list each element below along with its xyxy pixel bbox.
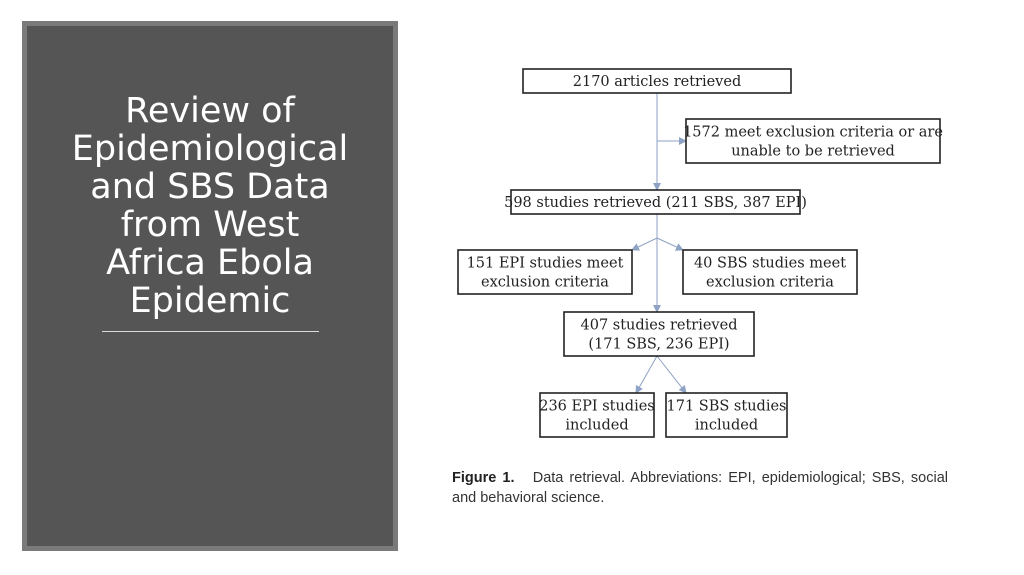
flow-node-text: exclusion criteria bbox=[706, 274, 834, 291]
connector-to-sbs-included bbox=[657, 356, 686, 393]
title-divider bbox=[102, 331, 319, 332]
title-panel bbox=[22, 21, 398, 551]
title-line: Review of bbox=[125, 91, 295, 131]
slide-title bbox=[27, 92, 393, 320]
flow-node-text: 598 studies retrieved (211 SBS, 387 EPI) bbox=[504, 195, 807, 211]
connector-to-epi-exclusion bbox=[632, 238, 657, 250]
flow-node-text: unable to be retrieved bbox=[731, 143, 895, 160]
flow-node-text: (171 SBS, 236 EPI) bbox=[588, 336, 730, 353]
connector-to-sbs-exclusion bbox=[657, 238, 683, 250]
flow-node-sbs-incl bbox=[666, 393, 787, 437]
flow-node-text: exclusion criteria bbox=[481, 274, 609, 291]
flow-node-text: included bbox=[565, 417, 629, 434]
caption-text: Data retrieval. Abbreviations: EPI, epidemiological; SBS, social and behavioral science. bbox=[452, 470, 948, 506]
title-line: Epidemic bbox=[129, 281, 291, 321]
flow-node-epi-incl bbox=[539, 393, 655, 437]
flow-node-text: 171 SBS studies bbox=[666, 398, 787, 415]
flow-node-excluded1 bbox=[683, 119, 943, 163]
flow-node-text: 151 EPI studies meet bbox=[466, 255, 624, 272]
flowchart bbox=[440, 60, 960, 450]
caption-label: Figure 1. bbox=[452, 470, 515, 486]
flow-node-text: 236 EPI studies bbox=[539, 398, 655, 415]
title-line: and SBS Data bbox=[90, 167, 330, 207]
flow-node-sbs-excl bbox=[683, 250, 857, 294]
figure-caption bbox=[452, 468, 948, 508]
title-line: from West bbox=[120, 205, 300, 245]
flow-node-text: 2170 articles retrieved bbox=[572, 74, 742, 90]
flow-node-studies598 bbox=[504, 190, 807, 214]
flow-node-text: included bbox=[694, 417, 759, 434]
title-line: Africa Ebola bbox=[106, 243, 314, 283]
flow-node-epi-excl bbox=[458, 250, 632, 294]
connector-to-epi-included bbox=[636, 356, 657, 393]
flowchart-nodes bbox=[458, 69, 943, 437]
flow-node-text: 407 studies retrieved bbox=[580, 317, 738, 334]
flow-node-studies407 bbox=[564, 312, 754, 356]
flow-node-retrieved bbox=[523, 69, 791, 93]
flow-node-text: 1572 meet exclusion criteria or are bbox=[683, 124, 943, 141]
title-line: Epidemiological bbox=[71, 129, 349, 169]
flow-node-text: 40 SBS studies meet bbox=[693, 255, 847, 272]
